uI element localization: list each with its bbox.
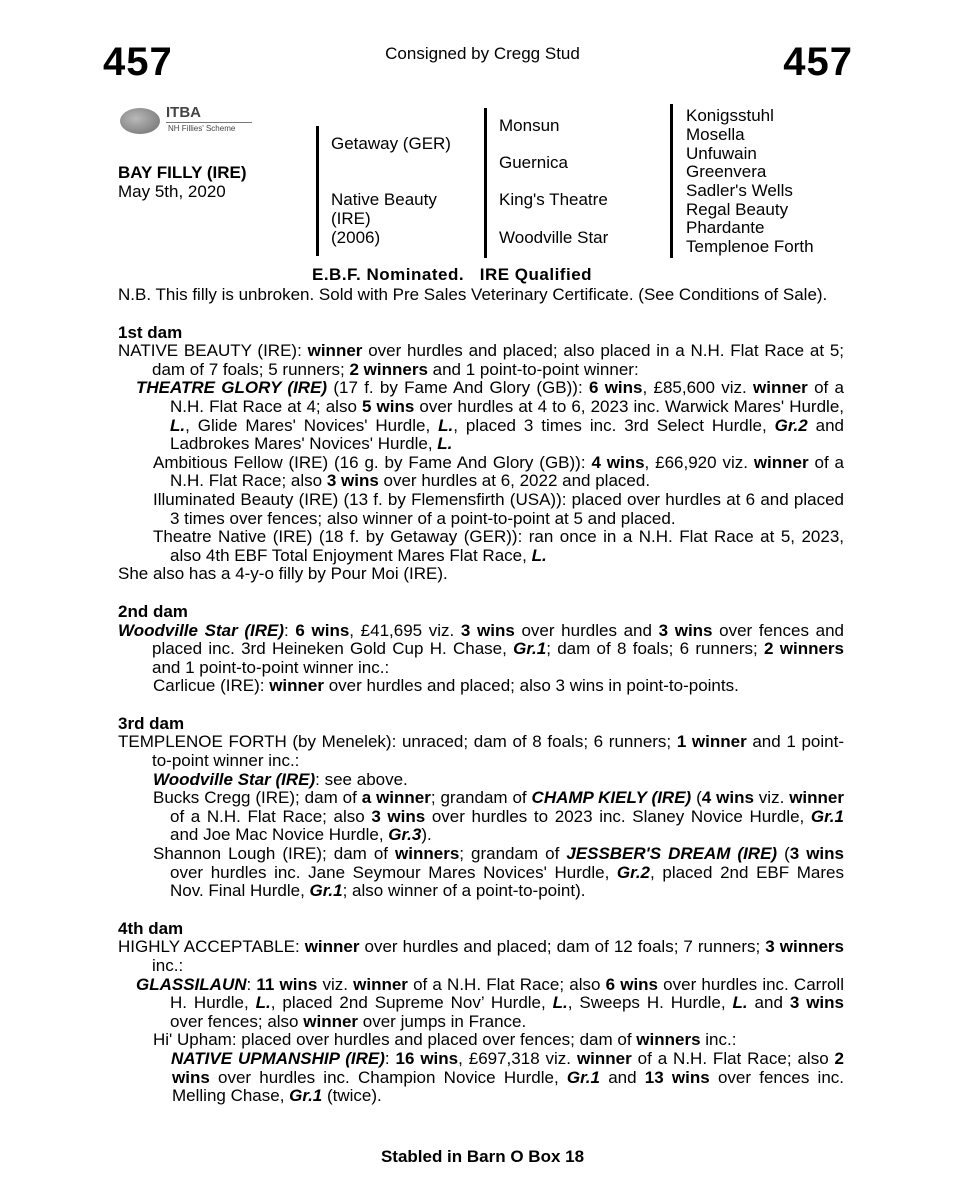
pedigree-dam-line-3: (2006) [331,228,381,247]
heading-second-dam: 2nd dam [118,601,188,621]
lot-number-left: 457 [103,40,173,84]
heading-third-dam: 3rd dam [118,713,185,733]
progeny-illuminated-beauty: Illuminated Beauty (IRE) (13 f. by Flemensfirth (USA)): placed over hurdles at 6 and placed 3 times over fences; also winner of a point-to-point at 5 and placed. [153,489,844,528]
pedigree-gen3-7: Phardante [686,218,765,237]
ebf-qualification: E.B.F. Nominated. IRE Qualified [312,265,593,284]
first-dam-entry: NATIVE BEAUTY (IRE): winner over hurdles and placed; also placed in a N.H. Flat Race at 5; dam of 7 foals; 5 runners; 2 winners and 1 point-to-point winner: [118,341,845,379]
progeny-native-upmanship: NATIVE UPMANSHIP (IRE): 16 wins, £697,318 viz. winner of a N.H. Flat Race; also 2 wins over hurdles inc. Champion Novice Hurdle, Gr.1 and 13 wins over fences inc. Melling Chase, Gr.1 (twice). [171,1048,845,1106]
progeny-theatre-glory: THEATRE GLORY (IRE) (17 f. by Fame And Glory (GB)): 6 wins, £85,600 viz. winner of a N.H. Flat Race at 4; also 5 wins over hurdles at 4 to 6, 2023 inc. Warwick Mares' Hurdle, L., Glide Mares' Novices' Hurdle, L., placed 3 times inc. 3rd Select Hurdle, Gr.2 and Ladbrokes Mares' Novices' Hurdle, L. [136,378,845,454]
heading-first-dam: 1st dam [118,322,183,342]
progeny-carlicue: Carlicue (IRE): winner over hurdles and placed; also 3 wins in point-to-points. [153,676,739,696]
pedigree-gen3-5: Sadler's Wells [686,181,793,200]
pedigree-gen3-8: Templenoe Forth [686,237,814,256]
fourth-dam-entry: HIGHLY ACCEPTABLE: winner over hurdles and placed; dam of 12 foals; 7 runners; 3 winners inc.: [118,937,844,975]
logo-name: ITBA [166,104,201,121]
itba-logo [118,104,258,140]
third-dam-entry: TEMPLENOE FORTH (by Menelek): unraced; dam of 8 foals; 6 runners; 1 winner and 1 point-to-point winner inc.: [118,732,844,771]
pedigree-bracket-3 [670,104,673,258]
progeny-theatre-native: Theatre Native (IRE) (18 f. by Getaway (GER)): ran once in a N.H. Flat Race at 5, 2023, also 4th EBF Total Enjoyment Mares Flat Race, L. [153,527,844,565]
progeny-glassilaun: GLASSILAUN: 11 wins viz. winner of a N.H. Flat Race; also 6 wins over hurdles inc. Carroll H. Hurdle, L., placed 2nd Supreme Nov’ Hurdle, L., Sweeps H. Hurdle, L. and 3 wins over fences; also winner over jumps in France. [136,974,844,1031]
progeny-yearling-note: She also has a 4-y-o filly by Pour Moi (IRE). [118,564,448,584]
progeny-bucks-cregg: Bucks Cregg (IRE); dam of a winner; grandam of CHAMP KIELY (IRE) (4 wins viz. winner of a N.H. Flat Race; also 3 wins over hurdles to 2023 inc. Slaney Novice Hurdle, Gr.1 and Joe Mac Novice Hurdle, Gr.3). [153,788,844,845]
pedigree-gen3-1: Konigsstuhl [686,106,774,125]
stabling-info: Stabled in Barn O Box 18 [380,1147,585,1166]
pedigree-gen2-1: Monsun [499,116,560,135]
pedigree-bracket-2 [484,108,487,258]
pedigree-gen2-3: King's Theatre [499,190,608,209]
pedigree-gen3-6: Regal Beauty [686,200,789,219]
pedigree-dam-line-1: Native Beauty [331,190,437,209]
progeny-woodville-star: Woodville Star (IRE): see above. [153,769,408,789]
second-dam-entry: Woodville Star (IRE): 6 wins, £41,695 viz. 3 wins over hurdles and 3 wins over fences and placed inc. 3rd Heineken Gold Cup H. Chase, Gr.1; dam of 8 foals; 6 runners; 2 winners and 1 point-to-point winner inc.: [118,620,844,677]
catalogue-text [118,286,844,1106]
horse-description: BAY FILLY (IRE) [118,163,247,182]
pedigree-dam-line-2: (IRE) [331,209,371,228]
pedigree-gen3-3: Unfuwain [686,144,757,163]
horse-head-icon [120,108,160,134]
nb-note: N.B. This filly is unbroken. Sold with Pre Sales Veterinary Certificate. (See Conditions of Sale). [118,285,828,304]
pedigree-gen3-2: Mosella [686,125,745,144]
logo-subtitle: NH Fillies' Scheme [168,124,236,133]
pedigree-gen2-4: Woodville Star [499,228,609,247]
progeny-shannon-lough: Shannon Lough (IRE); dam of winners; grandam of JESSBER'S DREAM (IRE) (3 wins over hurdles inc. Jane Seymour Mares Novices' Hurdle, Gr.2, placed 2nd EBF Mares Nov. Final Hurdle, Gr.1; also winner of a point-to-point). [153,844,844,901]
progeny-ambitious-fellow: Ambitious Fellow (IRE) (16 g. by Fame And Glory (GB)): 4 wins, £66,920 viz. winner of a N.H. Flat Race; also 3 wins over hurdles at 6, 2022 and placed. [153,452,844,491]
progeny-hi-upham: Hi' Upham: placed over hurdles and placed over fences; dam of winners inc.: [153,1030,737,1050]
lot-number-right: 457 [783,40,853,84]
pedigree-gen3-4: Greenvera [686,162,767,181]
pedigree-gen2-2: Guernica [499,153,568,172]
horse-dob: May 5th, 2020 [118,182,226,201]
consignor: Consigned by Cregg Stud [385,44,580,63]
pedigree-sire: Getaway (GER) [331,134,451,153]
heading-fourth-dam: 4th dam [118,918,184,938]
pedigree-bracket-1 [316,126,319,256]
